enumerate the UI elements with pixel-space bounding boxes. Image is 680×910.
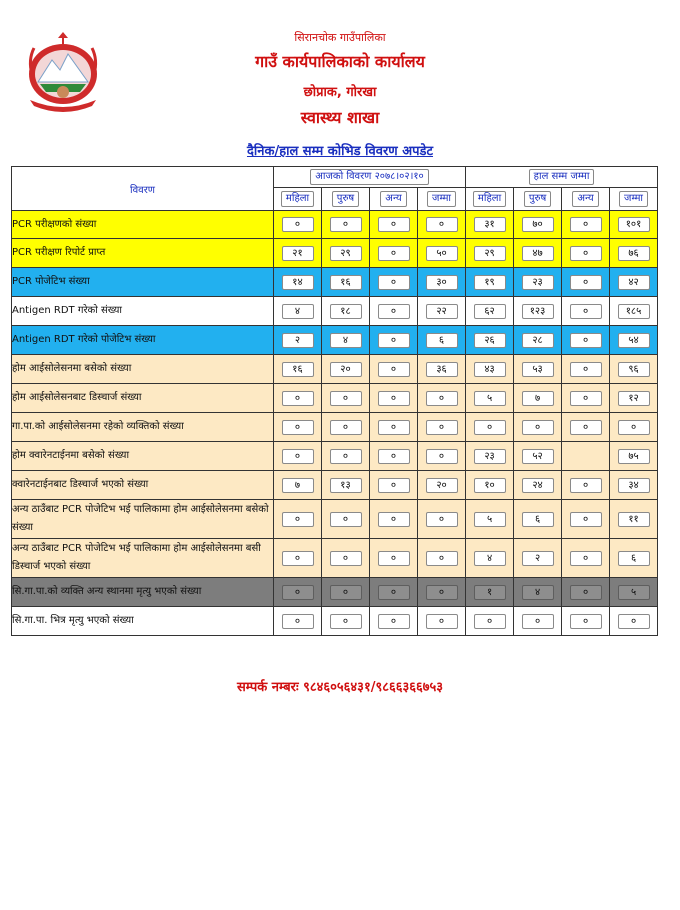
table-row (12, 413, 658, 442)
value-text: ० (570, 304, 602, 319)
value-cell (562, 500, 610, 539)
value-text: १०१ (618, 217, 650, 232)
value-cell (370, 471, 418, 500)
table-row (12, 539, 658, 578)
value-text: ० (282, 420, 314, 435)
value-cell (610, 442, 658, 471)
value-cell (370, 355, 418, 384)
value-cell (370, 239, 418, 268)
row-label: PCR परीक्षणको संख्या (12, 211, 274, 239)
table-row (12, 268, 658, 297)
value-cell (466, 413, 514, 442)
value-cell (274, 384, 322, 413)
value-text: ३४ (618, 478, 650, 493)
value-cell (418, 578, 466, 607)
value-text: ० (378, 333, 410, 348)
value-text: ३१ (474, 217, 506, 232)
value-text: ० (378, 217, 410, 232)
today-group-label: आजको विवरण २०७८।०२।१० (310, 169, 428, 185)
value-cell (370, 442, 418, 471)
row-label: PCR पोजेटिभ संख्या (12, 268, 274, 297)
value-cell (562, 326, 610, 355)
value-cell (370, 297, 418, 326)
table-row (12, 211, 658, 239)
value-cell (418, 539, 466, 578)
section-title: स्वास्थ्य शाखा (300, 108, 380, 127)
report-subtitle-text: दैनिक/हाल सम्म कोभिड विवरण अपडेट (246, 144, 434, 159)
value-cell (274, 326, 322, 355)
value-cell (322, 607, 370, 636)
value-text: ० (282, 391, 314, 406)
value-text: ० (570, 614, 602, 629)
value-cell (274, 297, 322, 326)
value-text: ० (330, 551, 362, 566)
value-text: २ (522, 551, 554, 566)
value-cell (274, 355, 322, 384)
value-cell (466, 471, 514, 500)
value-cell (610, 471, 658, 500)
value-cell (466, 539, 514, 578)
value-cell (562, 355, 610, 384)
value-cell (370, 384, 418, 413)
value-text: ० (570, 275, 602, 290)
value-text: ० (282, 449, 314, 464)
value-text: २९ (330, 246, 362, 261)
value-cell (418, 355, 466, 384)
value-cell (418, 471, 466, 500)
value-text: १६ (282, 362, 314, 377)
value-cell (274, 471, 322, 500)
value-text: २८ (522, 333, 554, 348)
row-label: सि.गा.पा. भित्र मृत्यु भएको संख्या (12, 607, 274, 636)
value-text: ० (618, 614, 650, 629)
value-cell (514, 607, 562, 636)
value-cell (322, 442, 370, 471)
value-text: ० (282, 217, 314, 232)
value-text: ३० (426, 275, 458, 290)
value-cell (514, 500, 562, 539)
value-cell (562, 442, 610, 471)
value-cell (610, 297, 658, 326)
value-text: ० (378, 246, 410, 261)
value-text: ० (378, 362, 410, 377)
value-cell (370, 326, 418, 355)
value-cell (466, 268, 514, 297)
value-cell (562, 297, 610, 326)
value-text: ० (474, 614, 506, 629)
value-text: ० (570, 362, 602, 377)
value-cell (322, 578, 370, 607)
value-text: ७६ (618, 246, 650, 261)
table-row (12, 578, 658, 607)
column-header-label: जम्मा (619, 191, 648, 207)
value-cell (274, 442, 322, 471)
value-cell (466, 211, 514, 239)
value-cell (322, 539, 370, 578)
value-cell (610, 268, 658, 297)
value-text: १ (474, 585, 506, 600)
value-cell (274, 500, 322, 539)
value-text: ० (378, 449, 410, 464)
value-cell (418, 268, 466, 297)
value-text: ६ (426, 333, 458, 348)
column-header (322, 188, 370, 211)
column-header (418, 188, 466, 211)
value-text: ० (282, 585, 314, 600)
contact-number: सम्पर्क नम्बरः ९८४६०५६४३१/९८६६३६६७५३ (236, 680, 444, 695)
value-cell (610, 239, 658, 268)
table-row (12, 384, 658, 413)
value-cell (610, 539, 658, 578)
value-text: ० (378, 275, 410, 290)
value-cell (466, 355, 514, 384)
value-cell (322, 413, 370, 442)
value-text: ० (426, 217, 458, 232)
value-text: ० (570, 512, 602, 527)
value-cell (610, 607, 658, 636)
value-cell (562, 607, 610, 636)
value-cell (418, 500, 466, 539)
value-cell (466, 607, 514, 636)
value-cell (274, 578, 322, 607)
column-header-label: पुरुष (524, 191, 551, 207)
value-cell (610, 578, 658, 607)
column-header-label: पुरुष (332, 191, 359, 207)
value-text: ० (570, 391, 602, 406)
value-text: ० (570, 333, 602, 348)
value-cell (562, 268, 610, 297)
municipality-name: सिरानचोक गाउँपालिका (294, 31, 386, 44)
value-text: ० (570, 478, 602, 493)
value-text: ० (426, 420, 458, 435)
value-text: ५ (618, 585, 650, 600)
column-header (370, 188, 418, 211)
row-label: क्वारेनटाईनबाट डिस्चार्ज भएको संख्या (12, 471, 274, 500)
table-row (12, 239, 658, 268)
value-text: ४ (330, 333, 362, 348)
value-cell (322, 268, 370, 297)
column-header-label: महिला (473, 191, 506, 207)
column-header-label: जम्मा (427, 191, 456, 207)
value-cell (322, 211, 370, 239)
total-group-header (466, 167, 658, 188)
value-cell (322, 297, 370, 326)
value-text: ४३ (474, 362, 506, 377)
value-cell (514, 578, 562, 607)
value-text: १८५ (618, 304, 650, 319)
value-text: ० (570, 217, 602, 232)
value-text: ११ (618, 512, 650, 527)
value-cell (466, 297, 514, 326)
value-cell (322, 355, 370, 384)
value-text: ४७ (522, 246, 554, 261)
value-text: ० (378, 304, 410, 319)
value-text: ० (474, 420, 506, 435)
value-text: ० (426, 614, 458, 629)
description-header: विवरण (12, 167, 274, 211)
value-text: ४ (282, 304, 314, 319)
value-cell (562, 384, 610, 413)
value-cell (514, 211, 562, 239)
value-text: ७० (522, 217, 554, 232)
value-text: ९६ (618, 362, 650, 377)
value-cell (418, 297, 466, 326)
value-text: ७५ (618, 449, 650, 464)
value-cell (370, 413, 418, 442)
office-address: छोप्राक, गोरखा (303, 85, 377, 100)
value-cell (562, 211, 610, 239)
value-text: ० (330, 585, 362, 600)
value-text: २२ (426, 304, 458, 319)
column-header-label: अन्य (380, 191, 406, 207)
value-cell (418, 413, 466, 442)
value-text (570, 457, 602, 459)
value-text: ५ (474, 512, 506, 527)
value-text: १६ (330, 275, 362, 290)
value-cell (514, 384, 562, 413)
value-text: ० (426, 512, 458, 527)
value-cell (322, 500, 370, 539)
value-text: ० (570, 246, 602, 261)
column-header (514, 188, 562, 211)
value-cell (514, 539, 562, 578)
column-header-label: महिला (281, 191, 314, 207)
value-cell (418, 211, 466, 239)
value-text: ६ (522, 512, 554, 527)
value-text: ० (330, 449, 362, 464)
value-text: ५३ (522, 362, 554, 377)
value-cell (562, 413, 610, 442)
value-cell (514, 471, 562, 500)
value-text: २० (330, 362, 362, 377)
value-text: ० (618, 420, 650, 435)
value-text: ० (378, 420, 410, 435)
covid-data-table (11, 166, 658, 636)
value-cell (514, 239, 562, 268)
value-cell (370, 500, 418, 539)
value-cell (418, 326, 466, 355)
today-group-header (274, 167, 466, 188)
value-text: ० (282, 551, 314, 566)
value-cell (418, 442, 466, 471)
value-text: ५४ (618, 333, 650, 348)
row-label: PCR परीक्षण रिपोर्ट प्राप्त (12, 239, 274, 268)
value-text: २९ (474, 246, 506, 261)
value-text: ७ (282, 478, 314, 493)
value-text: २१ (282, 246, 314, 261)
value-text: ४२ (618, 275, 650, 290)
value-text: ० (378, 512, 410, 527)
total-group-label: हाल सम्म जम्मा (529, 169, 595, 185)
value-text: १२३ (522, 304, 554, 319)
value-cell (370, 539, 418, 578)
value-cell (562, 239, 610, 268)
value-cell (610, 500, 658, 539)
value-cell (562, 578, 610, 607)
value-text: १८ (330, 304, 362, 319)
value-text: ० (522, 614, 554, 629)
value-cell (322, 239, 370, 268)
value-cell (274, 239, 322, 268)
value-text: ० (570, 420, 602, 435)
row-label: होम आईसोलेसनमा बसेको संख्या (12, 355, 274, 384)
value-text: ४ (522, 585, 554, 600)
value-cell (610, 326, 658, 355)
value-cell (322, 471, 370, 500)
value-text: ० (330, 391, 362, 406)
value-text: ० (378, 478, 410, 493)
value-cell (514, 413, 562, 442)
value-text: २४ (522, 478, 554, 493)
value-cell (610, 384, 658, 413)
column-header (274, 188, 322, 211)
value-text: ७ (522, 391, 554, 406)
value-cell (274, 413, 322, 442)
value-cell (514, 326, 562, 355)
column-header (562, 188, 610, 211)
value-cell (274, 268, 322, 297)
row-label: गा.पा.को आईसोलेसनमा रहेको व्यक्तिको संख्या (12, 413, 274, 442)
value-text: २ (282, 333, 314, 348)
value-text: २३ (474, 449, 506, 464)
value-cell (466, 500, 514, 539)
value-text: ० (522, 420, 554, 435)
report-subtitle (0, 140, 680, 159)
value-cell (514, 268, 562, 297)
value-text: ० (570, 551, 602, 566)
table-row (12, 607, 658, 636)
column-header-label: अन्य (572, 191, 598, 207)
value-cell (274, 211, 322, 239)
value-cell (418, 239, 466, 268)
value-text: १४ (282, 275, 314, 290)
nepal-emblem-icon (18, 30, 108, 112)
table-row (12, 442, 658, 471)
value-text: ० (330, 614, 362, 629)
value-text: १३ (330, 478, 362, 493)
value-cell (466, 578, 514, 607)
value-text: १२ (618, 391, 650, 406)
value-cell (610, 355, 658, 384)
value-cell (274, 607, 322, 636)
value-cell (322, 326, 370, 355)
value-text: ६ (618, 551, 650, 566)
value-cell (370, 607, 418, 636)
value-text: १९ (474, 275, 506, 290)
table-row (12, 326, 658, 355)
value-text: ० (378, 391, 410, 406)
value-cell (466, 239, 514, 268)
table-row (12, 297, 658, 326)
value-text: ० (426, 391, 458, 406)
value-text: २६ (474, 333, 506, 348)
value-text: ३६ (426, 362, 458, 377)
value-cell (514, 355, 562, 384)
row-label: अन्य ठाउँबाट PCR पोजेटिभ भई पालिकामा होम आईसोलेसनमा बसी डिस्चार्ज भएको संख्या (12, 539, 274, 578)
value-text: ० (330, 512, 362, 527)
row-label: होम क्वारेनटाईनमा बसेको संख्या (12, 442, 274, 471)
row-label: Antigen RDT गरेको संख्या (12, 297, 274, 326)
value-cell (514, 442, 562, 471)
value-text: ० (282, 614, 314, 629)
value-text: १० (474, 478, 506, 493)
value-cell (466, 442, 514, 471)
value-cell (610, 413, 658, 442)
value-cell (466, 384, 514, 413)
value-text: ४ (474, 551, 506, 566)
table-row (12, 500, 658, 539)
row-label: Antigen RDT गरेको पोजेटिभ संख्या (12, 326, 274, 355)
value-text: २० (426, 478, 458, 493)
value-cell (322, 384, 370, 413)
value-cell (514, 297, 562, 326)
value-text: ० (378, 551, 410, 566)
value-cell (274, 539, 322, 578)
value-text: ० (570, 585, 602, 600)
value-cell (466, 326, 514, 355)
value-text: ० (378, 585, 410, 600)
value-text: ६२ (474, 304, 506, 319)
value-text: ० (282, 512, 314, 527)
value-text: ५ (474, 391, 506, 406)
column-header (610, 188, 658, 211)
value-cell (562, 539, 610, 578)
row-label: होम आईसोलेसनबाट डिस्चार्ज संख्या (12, 384, 274, 413)
value-text: ० (426, 585, 458, 600)
value-text: ५० (426, 246, 458, 261)
value-cell (370, 578, 418, 607)
value-text: ५२ (522, 449, 554, 464)
row-label: अन्य ठाउँबाट PCR पोजेटिभ भई पालिकामा होम आईसोलेसनमा बसेको संख्या (12, 500, 274, 539)
column-header (466, 188, 514, 211)
value-cell (610, 211, 658, 239)
value-text: २३ (522, 275, 554, 290)
table-row (12, 355, 658, 384)
value-text: ० (426, 449, 458, 464)
row-label: सि.गा.पा.को व्यक्ति अन्य स्थानमा मृत्यु भएको संख्या (12, 578, 274, 607)
value-cell (418, 384, 466, 413)
value-cell (370, 211, 418, 239)
value-cell (562, 471, 610, 500)
value-text: ० (330, 217, 362, 232)
value-text: ० (330, 420, 362, 435)
office-title: गाउँ कार्यपालिकाको कार्यालय (255, 52, 425, 71)
value-cell (418, 607, 466, 636)
value-text: ० (378, 614, 410, 629)
table-row (12, 471, 658, 500)
value-cell (370, 268, 418, 297)
value-text: ० (426, 551, 458, 566)
